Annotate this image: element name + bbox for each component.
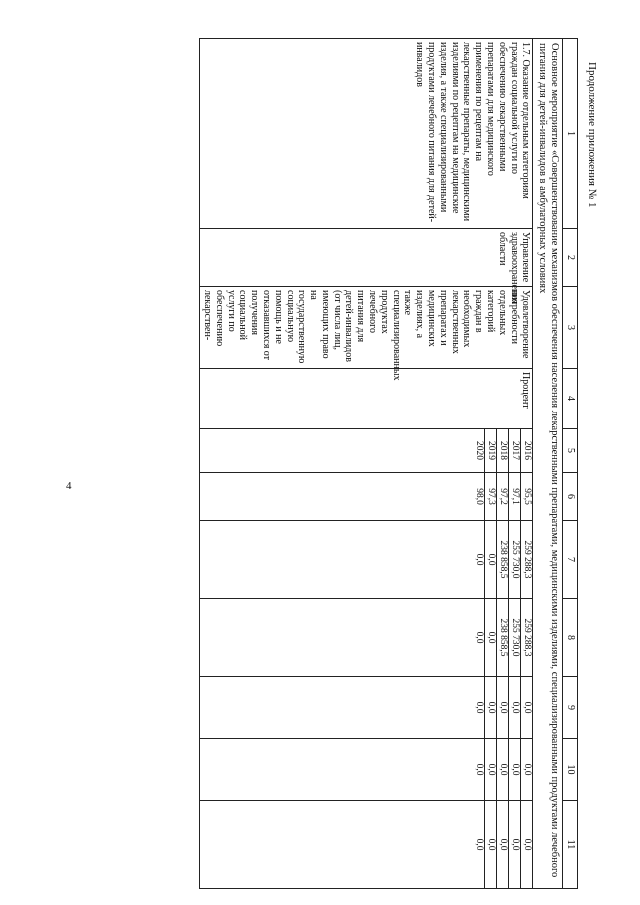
- page-number: 4: [66, 480, 72, 492]
- col6-cell: [200, 473, 533, 521]
- indicator-value: 98,0: [473, 488, 484, 505]
- funding-value: 0,0: [484, 677, 496, 738]
- column-number: 9: [563, 677, 578, 739]
- year-value: 2019: [484, 429, 496, 472]
- year-value: 2017: [509, 429, 521, 472]
- year-value: 2016: [521, 429, 533, 472]
- unit-cell: Процент: [200, 369, 533, 429]
- funding-value: 0,0: [521, 677, 533, 738]
- column-number: 10: [563, 739, 578, 801]
- table-row: [200, 39, 533, 889]
- col7-cell: [200, 521, 533, 599]
- funding-value: 255 730,0: [509, 521, 521, 598]
- indicator-value: 97,2: [496, 473, 508, 520]
- activity-cell: 1.7. Оказание отдельным категориям граждан социальной услуги по обеспечению лекарственными препаратами для медицинского применения по рецептам на лекарственные препараты, медицинскими изделиями по рецептам на медицинские изделия, а также специализированными продуктами лечебного питания для детей-инвалидов: [200, 39, 533, 229]
- column-number: 1: [563, 39, 578, 229]
- funding-value: 0,0: [484, 521, 496, 598]
- col10-cell: [200, 739, 533, 801]
- funding-value: 0,0: [484, 739, 496, 800]
- year-value: 2020: [473, 441, 484, 460]
- column-number: 6: [563, 473, 578, 521]
- col8-cell: [200, 599, 533, 677]
- funding-value: 0,0: [473, 553, 484, 566]
- funding-value: 255 730,0: [509, 599, 521, 676]
- column-number: 4: [563, 369, 578, 429]
- years-cell: [200, 429, 533, 473]
- indicator-value: 97,1: [509, 473, 521, 520]
- indicator-value: 97,3: [484, 473, 496, 520]
- executor-cell: Управление здравоохранения области: [200, 229, 533, 287]
- column-number: 2: [563, 229, 578, 287]
- program-table: [199, 38, 578, 889]
- funding-value: 259 288,3: [521, 599, 533, 676]
- funding-value: 0,0: [496, 739, 508, 800]
- appendix-caption: Продолжение приложения № 1: [586, 62, 598, 208]
- year-value: 2018: [496, 429, 508, 472]
- column-number: 3: [563, 287, 578, 369]
- funding-value: 0,0: [484, 599, 496, 676]
- funding-value: 0,0: [521, 801, 533, 888]
- section-row: [533, 39, 563, 889]
- indicator-value: 95,5: [521, 473, 533, 520]
- column-number: 11: [563, 801, 578, 889]
- funding-value: 0,0: [473, 631, 484, 644]
- funding-value: 0,0: [509, 801, 521, 888]
- section-title: Основное мероприятие «Совершенствование механизмов обеспечения населения лекарственными препаратами, медицинскими изделиями, специализированными продуктами лечебного питания для детей-инвалидов в амбулаторных условиях: [533, 39, 563, 889]
- funding-value: 0,0: [521, 739, 533, 800]
- funding-value: 0,0: [473, 763, 484, 776]
- col11-cell: [200, 801, 533, 889]
- column-number: 7: [563, 521, 578, 599]
- funding-value: 0,0: [473, 838, 484, 851]
- funding-value: 0,0: [509, 677, 521, 738]
- funding-value: 0,0: [509, 739, 521, 800]
- funding-value: 238 858,5: [496, 521, 508, 598]
- funding-value: 0,0: [473, 701, 484, 714]
- column-number-row: [563, 39, 578, 889]
- col9-cell: [200, 677, 533, 739]
- funding-value: 238 858,5: [496, 599, 508, 676]
- funding-value: 0,0: [496, 801, 508, 888]
- indicator-cell: Удовлетворение потребности отдельных категорий граждан в необходимых лекарственных препаратах и медицинских изделиях, а также специализированных продуктах лечебного питания для детей-инвалидов (от числа лиц, имеющих право на государственную социальную помощь и не отказавшихся от получения социальной услуги по обеспечению лекарствен-: [200, 287, 533, 369]
- column-number: 5: [563, 429, 578, 473]
- funding-value: 0,0: [484, 801, 496, 888]
- rotated-table-block: [58, 38, 578, 888]
- funding-value: 259 288,3: [521, 521, 533, 598]
- funding-value: 0,0: [496, 677, 508, 738]
- column-number: 8: [563, 599, 578, 677]
